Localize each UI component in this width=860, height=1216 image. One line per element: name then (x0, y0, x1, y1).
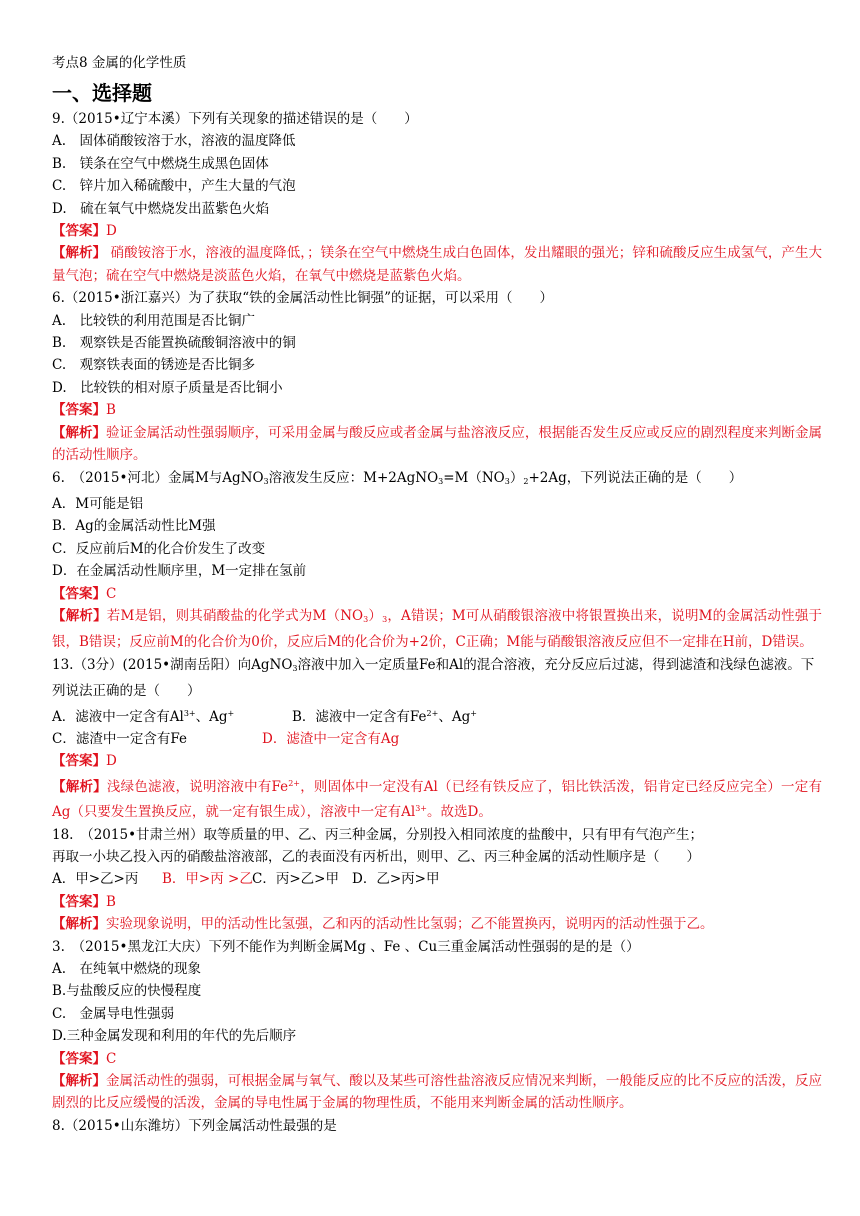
option-text: A．滤液中一定含有Al (52, 708, 184, 725)
option-d: D. 比较铁的相对原子质量是否比铜小 (52, 379, 283, 396)
options-row-ab (52, 703, 822, 728)
explanation (52, 1070, 822, 1115)
subscript: 3 (504, 476, 510, 486)
explanation-text: 硝酸铵溶于水，溶液的温度降低，；镁条在空气中燃烧生成白色固体，发出耀眼的强光；锌和硫酸反应生成氢气，产生大量气泡；硫在空气中燃烧是淡蓝色火焰，在氧气中燃烧是蓝紫色火焰。 (52, 245, 823, 284)
explanation (52, 913, 822, 935)
document-page (52, 52, 822, 1137)
explanation-text: 若M是铝，则其硝酸盐的化学式为M（NO (106, 607, 364, 624)
stem-part: 溶液发生反应：M+2AgNO (268, 469, 439, 486)
explanation-text: 。故选D。 (427, 804, 492, 821)
option-b: B.与盐酸反应的快慢程度 (52, 983, 202, 1000)
answer-tag: 【答案】 (52, 893, 106, 910)
explanation (52, 242, 822, 287)
explanation-tag: 【解析】 (52, 245, 107, 262)
option-b (292, 709, 477, 725)
superscript: + (227, 708, 235, 718)
question-stem: 9.（2015•辽宁本溪）下列有关现象的描述错误的是（ ） (52, 111, 418, 127)
explanation-text: ，则固体中一定没有Al（已经有铁反应了，铝比铁活泼，铝肯定已经反应完全）一定有Ag（只要发生置换反应，就一定有银生成），溶液中一定有Al (52, 778, 822, 821)
answer-line (52, 220, 822, 242)
answer-line (52, 583, 822, 605)
question-stem: 3. （2015•黑龙江大庆）下列不能作为判断金属Mg 、Fe 、Cu三重金属活动性强弱的是的是（） (52, 938, 640, 955)
answer-line (52, 1048, 822, 1070)
answer-value: C (106, 1050, 117, 1067)
option-d: D.三种金属发现和利用的年代的先后顺序 (52, 1028, 297, 1045)
option-d: D．滤渣中一定含有Ag (262, 730, 400, 747)
stem-part: =M（NO (443, 469, 505, 486)
explanation (52, 422, 822, 467)
answer-line (52, 399, 822, 421)
option-c: C. 金属导电性强弱 (52, 1005, 175, 1022)
question-4 (52, 654, 822, 824)
option-a: A．M可能是铝 (52, 495, 144, 512)
section-title: 一、选择题 (52, 81, 152, 105)
question-2 (52, 287, 822, 466)
option-c: C．滤渣中一定含有Fe (52, 730, 187, 747)
question-stem-continued: 再取一小块乙投入丙的硝酸盐溶液部，乙的表面没有丙析出，则甲、乙、丙三种金属的活动性顺序是（ ） (52, 849, 700, 865)
answer-tag: 【答案】 (52, 585, 106, 602)
explanation-text: 金属活动性的强弱，可根据金属与氧气、酸以及某些可溶性盐溶液反应情况来判断，一般能反应的比不反应的活泼，反应剧烈的比反应缓慢的活泼，金属的导电性属于金属的物理性质，不能用来判断金属的活动性顺序。 (52, 1073, 823, 1112)
answer-tag: 【答案】 (52, 402, 106, 419)
explanation (52, 605, 822, 654)
answer-tag: 【答案】 (52, 753, 106, 770)
subscript: 3 (263, 476, 269, 486)
explanation-tag: 【解析】 (52, 916, 106, 933)
explanation-text: ，A错误；M可从硝酸银溶液中将银置换出来，说明M的金属活动性强于银，B错误；反应前M的化合价为0价，反应后M的化合价为+2价，C正确；M能与硝酸银溶液反应但不一定排在H前，D错误。 (52, 607, 823, 651)
option-d: D．乙>丙>甲 (352, 871, 440, 888)
option-text: B．滤液中一定含有Fe (292, 708, 427, 725)
stem-part: 13.（3分）(2015•湖南岳阳）向AgNO (52, 656, 293, 673)
explanation-text: 浅绿色滤液，说明溶液中有Fe (106, 778, 289, 795)
subscript: 3 (438, 476, 444, 486)
option-d: D．在金属活动性顺序里，M一定排在氢前 (52, 563, 307, 580)
explanation-text: ） (368, 607, 383, 624)
question-5 (52, 824, 822, 936)
explanation-tag: 【解析】 (52, 424, 107, 441)
answer-value: D (106, 753, 117, 770)
subscript: 3 (292, 663, 298, 673)
question-6 (52, 936, 822, 1115)
question-stem: 8.（2015•山东潍坊）下列金属活动性最强的是 (52, 1117, 337, 1134)
option-b: B. 镁条在空气中燃烧生成黑色固体 (52, 155, 269, 172)
superscript: 2+ (426, 708, 439, 718)
question-stem (52, 467, 822, 493)
option-a: A. 在纯氧中燃烧的现象 (52, 961, 202, 978)
superscript: 2+ (288, 778, 300, 788)
answer-line (52, 750, 822, 772)
explanation-text: 验证金属活动性强弱顺序，可采用金属与酸反应或者金属与盐溶液反应，根据能否发生反应或反应的剧烈程度来判断金属的活动性顺序。 (52, 424, 823, 464)
question-1 (52, 108, 822, 287)
superscript: 3+ (415, 804, 428, 814)
answer-tag: 【答案】 (52, 1050, 106, 1067)
option-a: A. 固体硝酸铵溶于水，溶液的温度降低 (52, 133, 296, 150)
option-text: 、Ag (438, 708, 471, 725)
stem-part: ） (509, 469, 524, 486)
answer-value: B (106, 402, 116, 419)
superscript: 3+ (183, 708, 196, 718)
question-stem (52, 654, 822, 703)
option-a: A. 比较铁的利用范围是否比铜广 (52, 312, 256, 329)
stem-part: 溶液中加入一定质量Fe和Al的混合溶液，充分反应后过滤，得到滤渣和浅绿色滤液。下列说法正确的是（ ） (52, 656, 815, 700)
stem-part: 6. （2015•河北）金属M与AgNO (52, 469, 264, 486)
options-row (52, 868, 822, 890)
topic-heading: 考点8 金属的化学性质 (52, 55, 187, 71)
stem-part: +2Ag，下列说法正确的是（ ） (528, 469, 743, 486)
option-b: B．Ag的金属活动性比M强 (52, 518, 216, 535)
answer-value: D (106, 223, 117, 240)
option-text: 、Ag (195, 708, 228, 725)
option-b: B. 观察铁是否能置换硫酸铜溶液中的铜 (52, 335, 296, 352)
subscript: 3 (382, 614, 388, 624)
subscript: 3 (363, 614, 369, 624)
explanation-tag: 【解析】 (52, 778, 107, 795)
explanation-text: 实验现象说明，甲的活动性比氢强，乙和丙的活动性比氢弱；乙不能置换丙，说明丙的活动性强于乙。 (106, 916, 714, 933)
option-c: C. 观察铁表面的锈迹是否比铜多 (52, 357, 256, 374)
superscript: + (470, 708, 477, 718)
question-stem: 18. （2015•甘肃兰州）取等质量的甲、乙、丙三种金属，分别投入相同浓度的盐酸中，只有甲有气泡产生； (52, 826, 704, 843)
options-row-cd (52, 728, 822, 750)
explanation-tag: 【解析】 (52, 607, 107, 624)
option-a (52, 703, 292, 728)
option-c: C．反应前后M的化合价发生了改变 (52, 540, 266, 557)
option-b: B．甲>丙 >乙 (162, 871, 253, 888)
answer-tag: 【答案】 (52, 223, 106, 240)
explanation-tag: 【解析】 (52, 1073, 107, 1090)
answer-line (52, 891, 822, 913)
option-d: D. 硫在氧气中燃烧发出蓝紫色火焰 (52, 200, 270, 217)
subscript: 2 (523, 476, 529, 486)
question-3 (52, 467, 822, 654)
option-a: A．甲>乙>丙 (52, 871, 139, 888)
explanation (52, 773, 822, 824)
question-stem: 6.（2015•浙江嘉兴）为了获取“铁的金属活动性比铜强”的证据，可以采用（ ） (52, 290, 554, 307)
option-c: C．丙>乙>甲 (252, 871, 339, 888)
answer-value: B (106, 893, 116, 910)
question-7 (52, 1115, 822, 1137)
answer-value: C (106, 585, 117, 602)
option-c: C. 锌片加入稀硫酸中，产生大量的气泡 (52, 178, 296, 195)
